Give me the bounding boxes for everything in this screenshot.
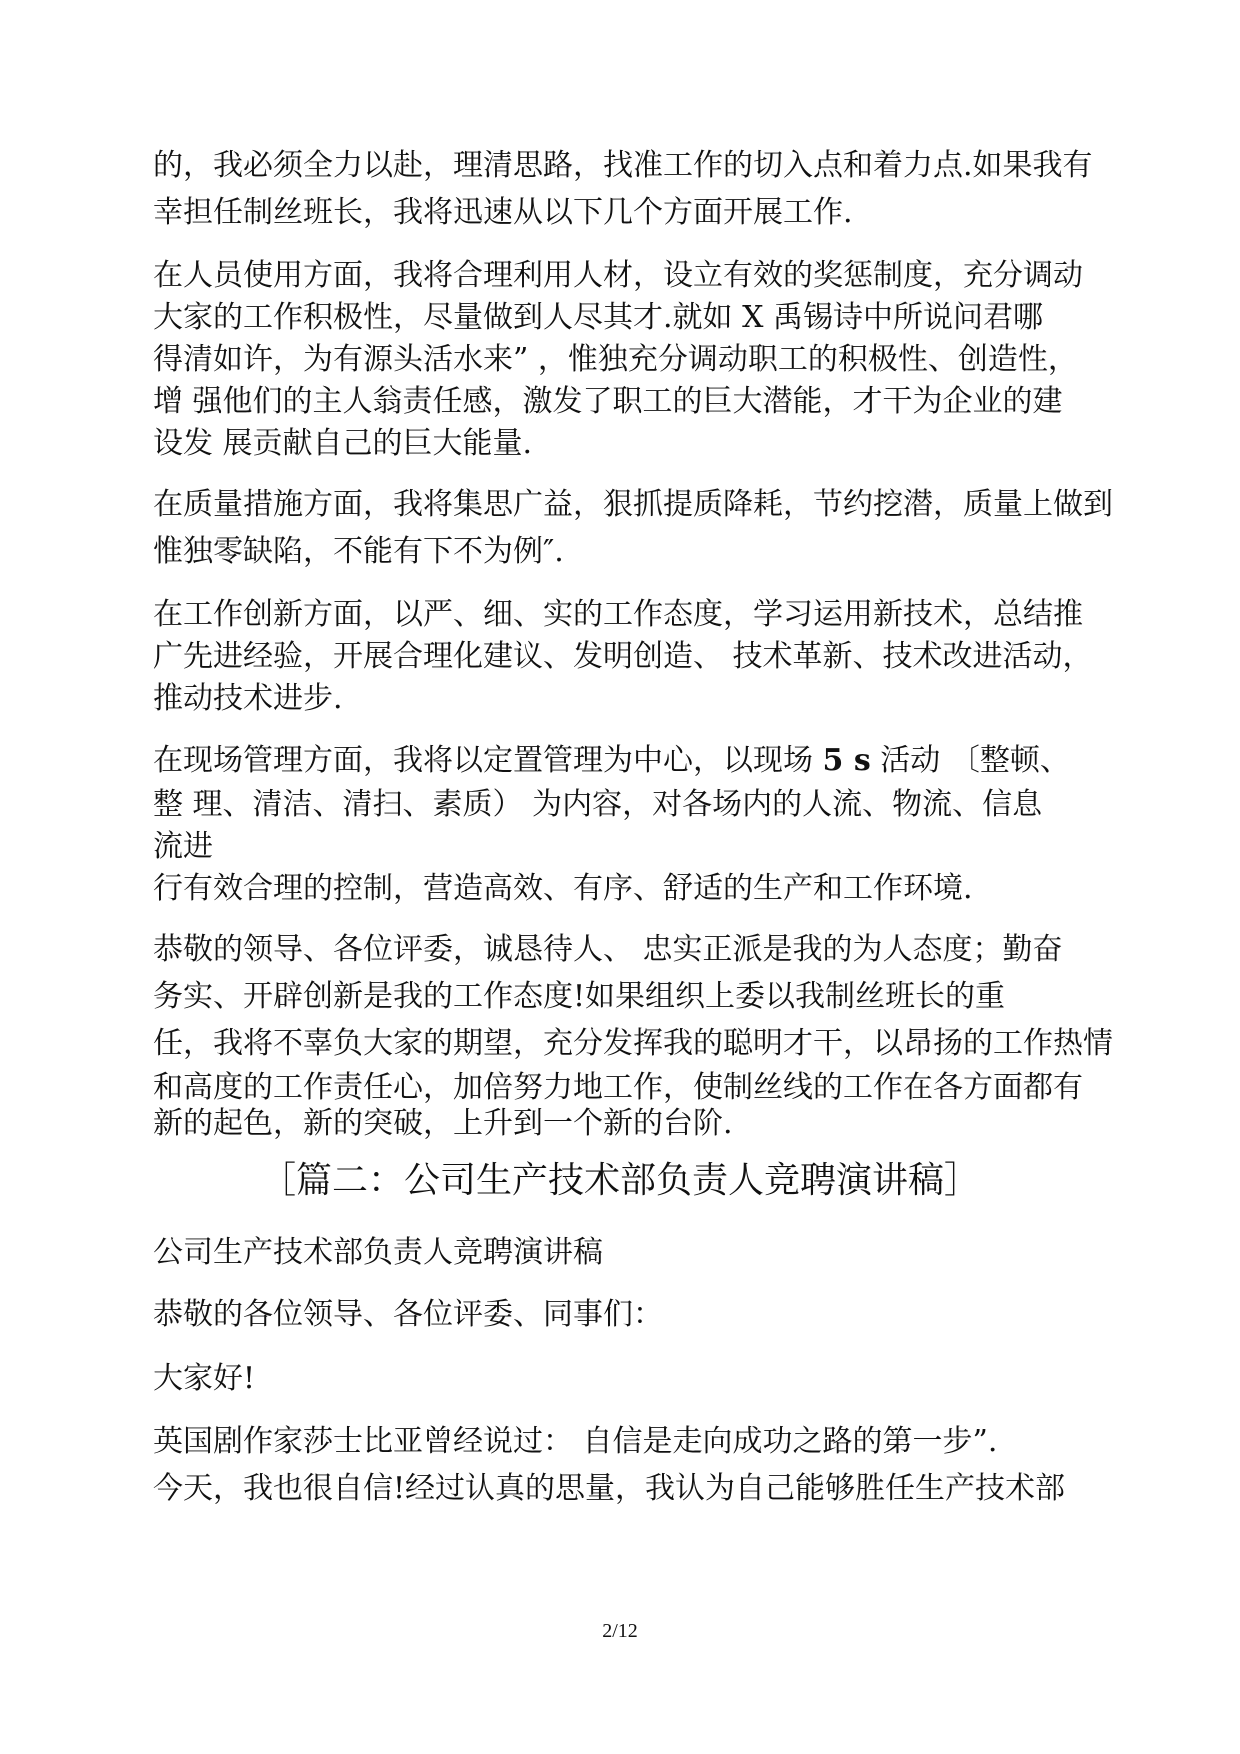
page-number: 2/12 [602,1620,638,1642]
text-line: 今天，我也很自信!经过认真的思量，我认为自己能够胜任生产技术部 [153,1471,1066,1506]
text-line: 和高度的工作责任心，加倍努力地工作，使制丝线的工作在各方面都有 [153,1070,1083,1105]
text-line: 推动技术进步. [153,681,343,716]
text-line: 的，我必须全力以赴，理清思路，找准工作的切入点和着力点.如果我有 [153,148,1093,183]
text-line: 在质量措施方面，我将集思广益，狠抓提质降耗，节约挖潜，质量上做到 [153,487,1113,522]
text-line: 恭敬的各位领导、各位评委、同事们： [153,1297,663,1332]
section-heading: ［篇二：公司生产技术部负责人竞聘演讲稿］ [259,1160,980,1201]
text-span: 在现场管理方面，我将以定置管理为中心，以现场 [153,743,823,778]
text-line: 行有效合理的控制，营造高效、有序、舒适的生产和工作环境. [153,871,973,906]
text-line: 在工作创新方面，以严、细、实的工作态度，学习运用新技术，总结推 [153,597,1083,632]
text-line: 新的起色，新的突破，上升到一个新的台阶. [153,1106,733,1141]
text-line: 大家的工作积极性，尽量做到人尽其才.就如 X 禹锡诗中所说问君哪 [153,300,1043,335]
text-line: 在人员使用方面，我将合理利用人材，设立有效的奖惩制度，充分调动 [153,258,1083,293]
text-line: 务实、开辟创新是我的工作态度!如果组织上委以我制丝班长的重 [153,979,1006,1014]
text-span: 活动 〔整顿、 [870,743,1070,778]
text-line: 幸担任制丝班长，我将迅速从以下几个方面开展工作. [153,195,853,230]
text-line: 设发 展贡献自己的巨大能量. [153,426,533,461]
text-line: 恭敬的领导、各位评委，诚恳待人、 忠实正派是我的为人态度；勤奋 [153,932,1063,967]
bold-text: 5 s [822,743,871,778]
text-line: 英国剧作家莎士比亚曾经说过： 自信是走向成功之路的第一步”. [153,1424,998,1459]
text-line: 广先进经验，开展合理化建议、发明创造、 技术革新、技术改进活动， [153,639,1093,674]
text-line: 增 强他们的主人翁责任感，激发了职工的巨大潜能，才干为企业的建 [153,384,1063,419]
text-line: 整 理、清洁、清扫、素质） 为内容，对各场内的人流、物流、信息 [153,787,1043,822]
text-line: 大家好! [153,1361,256,1396]
text-line: 公司生产技术部负责人竞聘演讲稿 [153,1235,603,1270]
text-line: 得清如许，为有源头活水来” ，惟独充分调动职工的积极性、创造性， [153,342,1078,377]
text-line [153,741,1070,781]
text-line: 任，我将不辜负大家的期望，充分发挥我的聪明才干，以昂扬的工作热情 [153,1026,1113,1061]
text-line: 流进 [153,829,213,864]
text-line: 惟独零缺陷，不能有下不为例″. [153,534,564,569]
